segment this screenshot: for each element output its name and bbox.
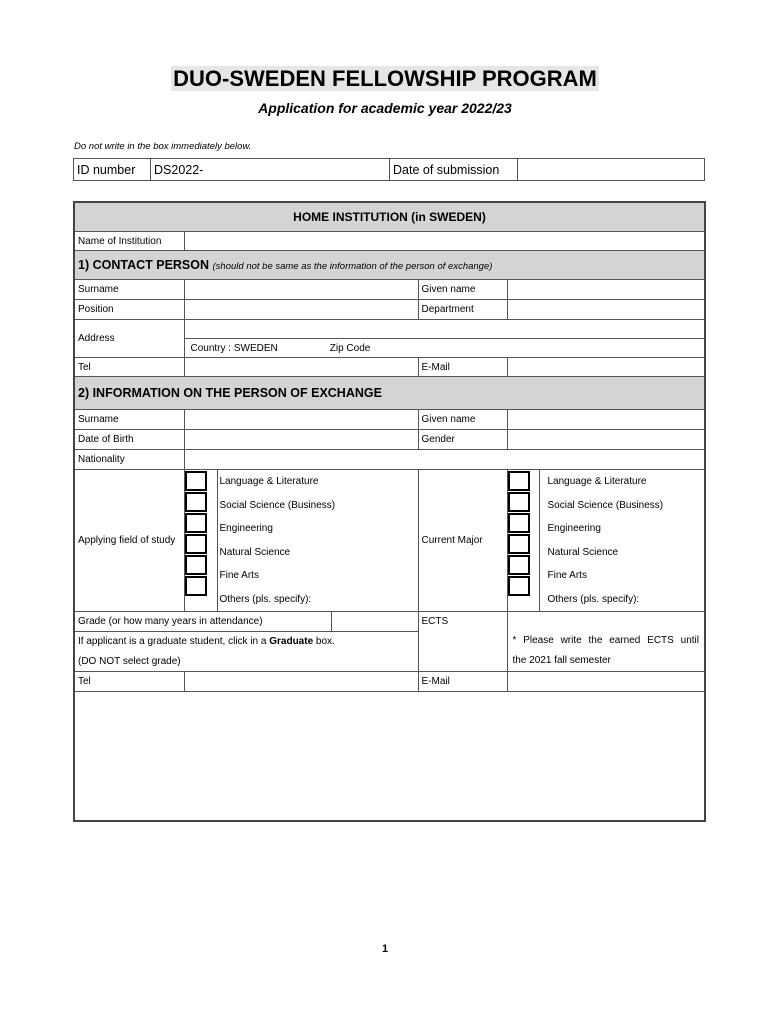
institution-name-field[interactable] [184,232,705,251]
contact-department-label: Department [418,300,507,320]
nationality-label: Nationality [74,450,184,470]
contact-person-heading [74,251,705,280]
major-checkbox-others[interactable] [508,576,530,596]
major-options [539,470,705,612]
exchange-tel-field[interactable] [184,672,418,692]
contact-address-label: Address [74,320,184,358]
current-major-label: Current Major [418,470,507,612]
contact-address-field[interactable] [184,320,705,339]
exchange-tel-label: Tel [74,672,184,692]
field-checkbox-language[interactable] [185,471,207,491]
major-option: Others (pls. specify): [547,593,640,605]
page-number: 1 [381,943,389,955]
contact-heading-note: (should not be same as the information of the person of exchange) [212,261,493,272]
date-of-birth-field[interactable] [184,430,418,450]
application-form [73,201,706,822]
graduate-instruction-pre: If applicant is a graduate student, click in a [78,636,270,648]
office-use-note: Do not write in the box immediately below. [74,141,252,152]
country-label: Country : SWEDEN [190,342,278,354]
applying-field-checkboxes [184,470,217,612]
contact-heading-text: 1) CONTACT PERSON [78,258,210,272]
exchange-email-field[interactable] [507,672,705,692]
contact-department-field[interactable] [507,300,705,320]
graduate-instruction-bold: Graduate [269,636,314,648]
id-number-label: ID number [74,159,151,181]
major-checkboxes [507,470,539,612]
contact-position-label: Position [74,300,184,320]
contact-tel-field[interactable] [184,358,418,377]
no-grade-note: (DO NOT select grade) [74,652,418,672]
additional-notes-area[interactable] [74,692,705,821]
graduate-instruction-post: box. [313,636,335,648]
major-checkbox-language[interactable] [508,471,530,491]
major-checkbox-social-science[interactable] [508,492,530,512]
exchange-given-name-label: Given name [418,410,507,430]
institution-name-label: Name of Institution [74,232,184,251]
applying-field-options [217,470,418,612]
major-option: Natural Science [547,546,619,558]
graduate-instruction [74,632,418,652]
field-checkbox-others[interactable] [185,576,207,596]
exchange-person-heading: 2) INFORMATION ON THE PERSON OF EXCHANGE [74,377,705,410]
field-checkbox-social-science[interactable] [185,492,207,512]
home-institution-heading: HOME INSTITUTION (in SWEDEN) [74,202,705,232]
contact-given-name-field[interactable] [507,280,705,300]
field-option: Others (pls. specify): [219,593,312,605]
ects-label: ECTS [418,612,507,672]
contact-given-name-label: Given name [418,280,507,300]
grade-field[interactable] [331,612,418,632]
nationality-field[interactable] [184,450,705,470]
field-option: Engineering [219,523,273,534]
contact-email-label: E-Mail [418,358,507,377]
date-of-birth-label: Date of Birth [74,430,184,450]
field-option: Social Science (Business) [219,499,336,511]
contact-address-country-row [184,339,705,358]
contact-surname-label: Surname [74,280,184,300]
major-checkbox-fine-arts[interactable] [508,555,530,575]
exchange-surname-field[interactable] [184,410,418,430]
exchange-email-label: E-Mail [418,672,507,692]
document-subtitle: Application for academic year 2022/23 [258,100,512,116]
major-option: Language & Literature [547,476,647,487]
field-checkbox-fine-arts[interactable] [185,555,207,575]
contact-tel-label: Tel [74,358,184,377]
major-option: Fine Arts [547,570,587,581]
date-of-submission-label: Date of submission [390,159,518,181]
major-option: Social Science (Business) [547,499,664,511]
ects-note-line-1: * Please write the earned ECTS until [512,635,699,646]
contact-surname-field[interactable] [184,280,418,300]
exchange-surname-label: Surname [74,410,184,430]
major-checkbox-natural-science[interactable] [508,534,530,554]
ects-note [507,612,705,672]
field-option: Fine Arts [219,570,259,581]
major-checkbox-engineering[interactable] [508,513,530,533]
major-option: Engineering [547,523,601,534]
gender-field[interactable] [507,430,705,450]
contact-email-field[interactable] [507,358,705,377]
id-box [73,158,705,181]
title-text: DUO-SWEDEN FELLOWSHIP PROGRAM [173,66,597,91]
zip-code-label: Zip Code [329,342,371,354]
exchange-given-name-field[interactable] [507,410,705,430]
field-option: Natural Science [219,546,291,558]
grade-label: Grade (or how many years in attendance) [74,612,331,632]
field-option: Language & Literature [219,476,319,487]
field-checkbox-engineering[interactable] [185,513,207,533]
date-of-submission-field[interactable] [518,159,705,181]
id-number-value[interactable]: DS2022- [151,159,390,181]
document-title [0,66,770,92]
gender-label: Gender [418,430,507,450]
applying-field-label: Applying field of study [74,470,184,612]
field-checkbox-natural-science[interactable] [185,534,207,554]
ects-note-line-2: the 2021 fall semester [512,655,611,666]
contact-position-field[interactable] [184,300,418,320]
